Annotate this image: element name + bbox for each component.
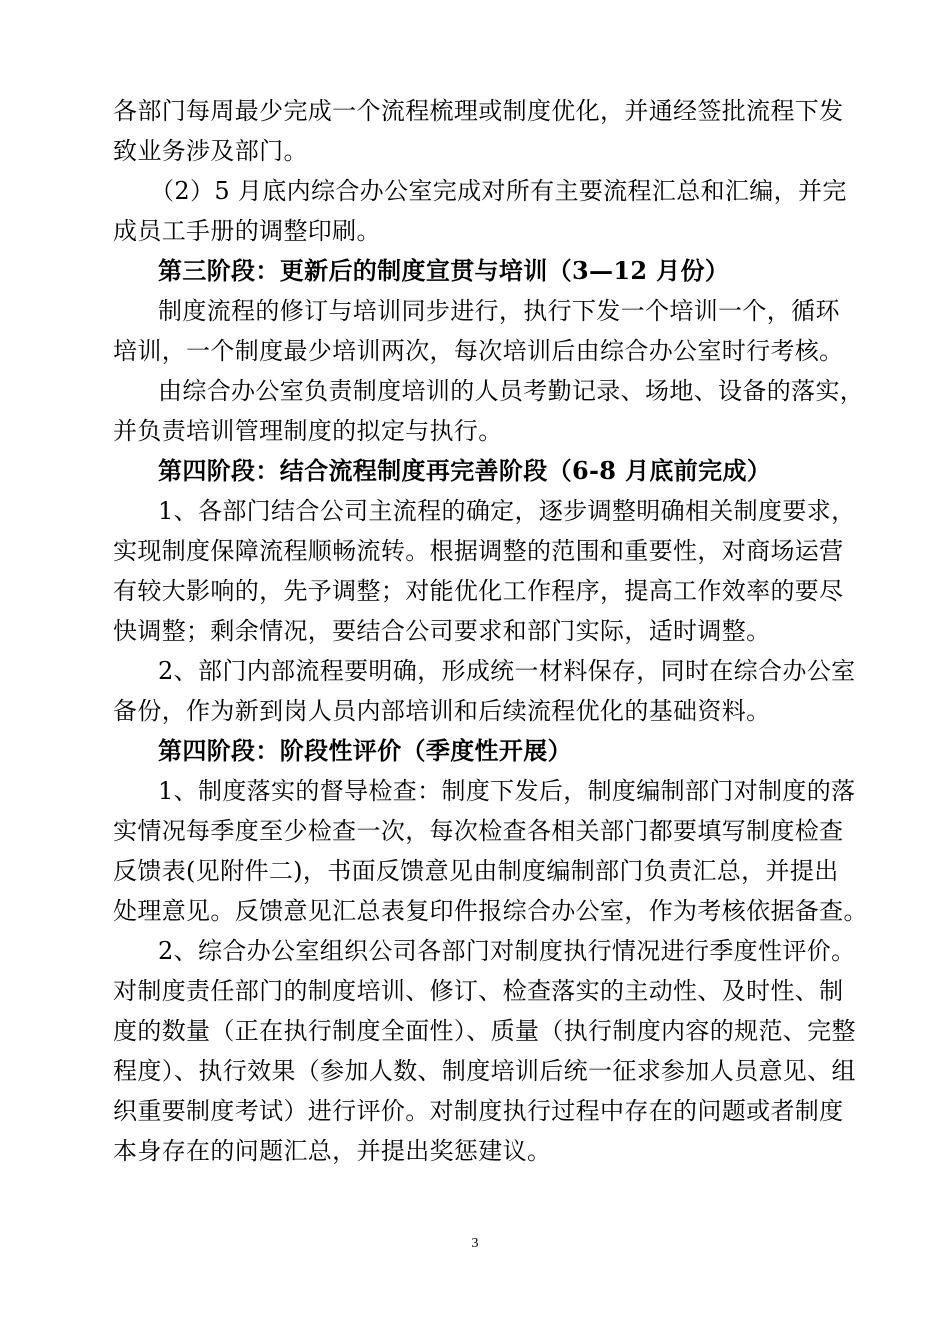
paragraph-line: 处理意见。反馈意见汇总表复印件报综合办公室，作为考核依据备查。 (113, 897, 868, 925)
section-heading: 第四阶段：结合流程制度再完善阶段（6-8 月底前完成） (158, 456, 772, 485)
paragraph-line: 本身存在的问题汇总，并提出奖惩建议。 (113, 1137, 552, 1165)
paragraph-line: 制度流程的修订与培训同步进行，执行下发一个培训一个，循环 (158, 297, 840, 325)
paragraph-line: 实现制度保障流程顺畅流转。根据调整的范围和重要性，对商场运营 (113, 537, 844, 565)
paragraph-line: 实情况每季度至少检查一次，每次检查各相关部门都要填写制度检查 (113, 817, 844, 845)
paragraph-line: 有较大影响的，先予调整；对能优化工作程序，提高工作效率的要尽 (113, 577, 844, 605)
paragraph-line: 由综合办公室负责制度培训的人员考勤记录、场地、设备的落实， (158, 377, 865, 405)
paragraph-line: 各部门每周最少完成一个流程梳理或制度优化，并通经签批流程下发 (113, 97, 844, 125)
paragraph-line: 致业务涉及部门。 (113, 137, 308, 165)
section-heading: 第三阶段：更新后的制度宣贯与培训（3—12 月份） (158, 256, 730, 285)
paragraph-line: （2）5 月底内综合办公室完成对所有主要流程汇总和汇编，并完 (150, 177, 847, 205)
paragraph-line: 对制度责任部门的制度培训、修订、检查落实的主动性、及时性、制 (113, 977, 844, 1005)
paragraph-line: 织重要制度考试）进行评价。对制度执行过程中存在的问题或者制度 (113, 1097, 844, 1125)
paragraph-line: 培训，一个制度最少培训两次，每次培训后由综合办公室时行考核。 (113, 337, 844, 365)
paragraph-line: 2、部门内部流程要明确，形成统一材料保存，同时在综合办公室 (158, 657, 856, 685)
paragraph-line: 快调整；剩余情况，要结合公司要求和部门实际，适时调整。 (113, 617, 771, 645)
page-number: 3 (471, 1236, 479, 1251)
paragraph-line: 成员工手册的调整印刷。 (113, 217, 381, 245)
paragraph-line: 2、综合办公室组织公司各部门对制度执行情况进行季度性评价。 (158, 937, 856, 965)
paragraph-line: 程度）、执行效果（参加人数、制度培训后统一征求参加人员意见、组 (113, 1057, 856, 1085)
paragraph-line: 1、制度落实的督导检查：制度下发后，制度编制部门对制度的落 (158, 777, 856, 805)
paragraph-line: 备份，作为新到岗人员内部培训和后续流程优化的基础资料。 (113, 697, 771, 725)
section-heading: 第四阶段：阶段性评价（季度性开展） (158, 736, 572, 765)
paragraph-line: 反馈表(见附件二)，书面反馈意见由制度编制部门负责汇总，并提出 (113, 857, 839, 885)
paragraph-line: 并负责培训管理制度的拟定与执行。 (113, 417, 503, 445)
paragraph-line: 1、各部门结合公司主流程的确定，逐步调整明确相关制度要求， (158, 497, 856, 525)
paragraph-line: 度的数量（正在执行制度全面性）、质量（执行制度内容的规范、完整 (113, 1017, 856, 1045)
